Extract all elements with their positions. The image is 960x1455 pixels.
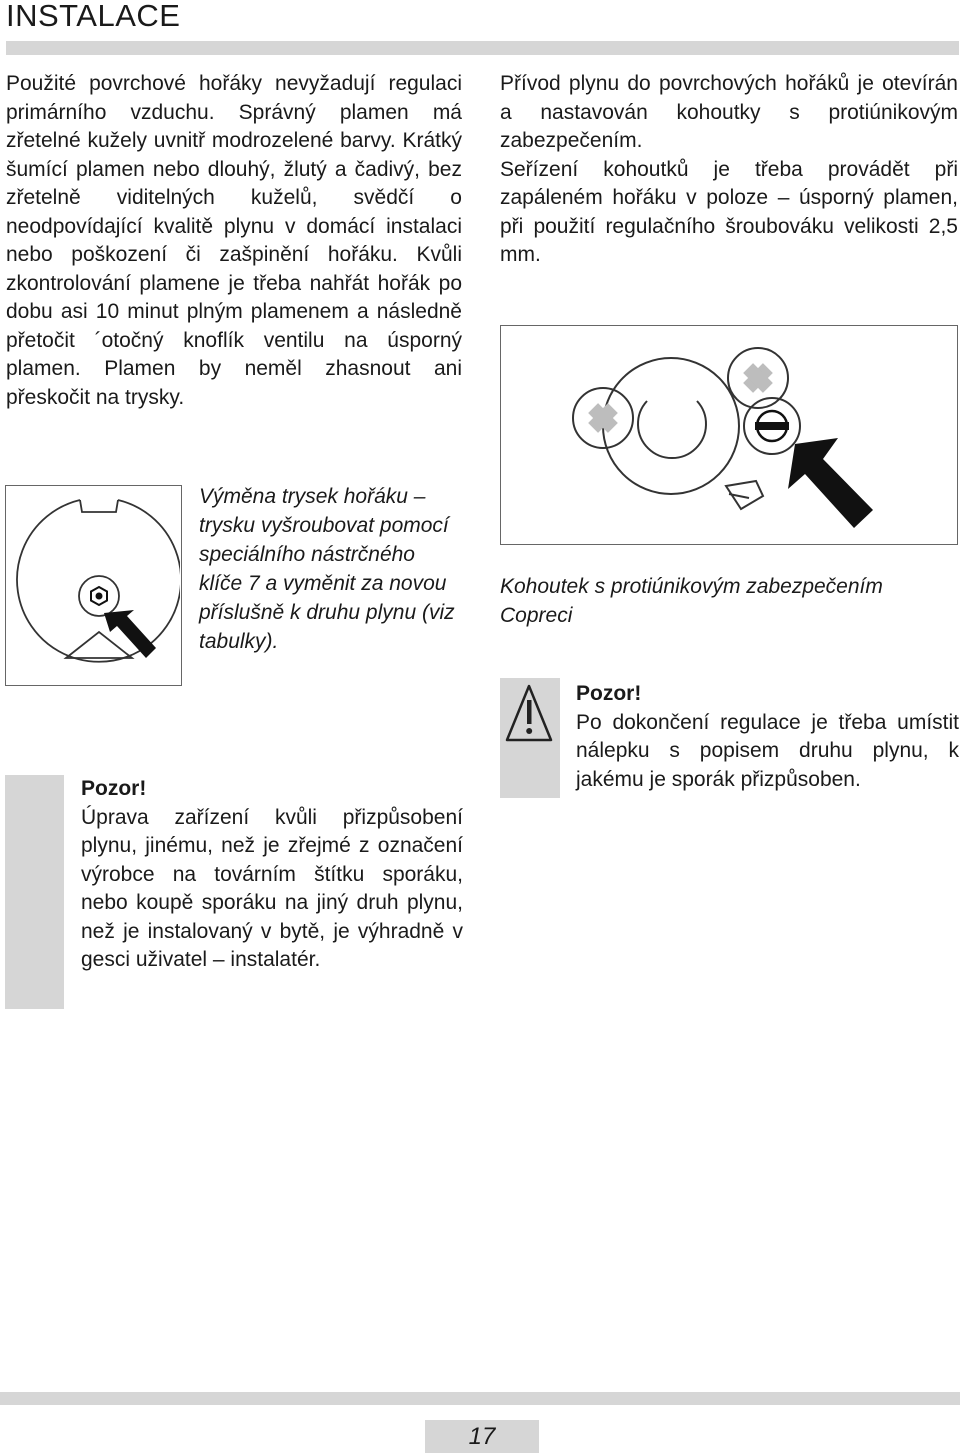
valve-drawing [501,326,956,543]
warning-right-text: Po dokončení regulace je třeba umístit nálepku s popisem druhu plynu, k jakému je sporák přizpůsoben. [576,710,959,791]
valve-adjust-paragraph: Seřízení kohoutků je třeba provádět při zapáleném hořáku v poloze – úsporný plamen, při použití regulačního šroubováku velikosti 2,5 mm. [500,157,958,266]
warning-left-text: Úprava zařízení kvůli přizpůsobení plynu, jinému, než je zřejmé z označení výrobce na továrním štítku sporáku, nebo koupě sporáku na jiný druh plynu, než je instalovaný v bytě, je výhradně v gesci uživatel – instalatér. [81,805,463,971]
burner-flame-paragraph: Použité povrchové hořáky nevyžadují regulaci primárního vzduchu. Správný plamen má zřetelné kužely uvnitř modrozelené barvy. Krátký šumící plamen nebo dlouhý, žlutý a čadivý, bez zřetelně viditelných kuželů, svědčí o neodpovídající kvalitě plynu v domácí instalaci nebo poškození či zašpinění hořáku. Kvůli zkontrolování plamene je třeba nahřát hořák po dobu asi 10 minut plným plamenem a následně přetočit ´otočný knoflík ventilu na úsporný plamen. Plamen by neměl zhasnout ani přeskočit na trysky. [6,72,462,409]
page-title: INSTALACE [6,0,181,33]
gas-supply-section [500,70,958,270]
warning-left-title: Pozor! [81,777,147,800]
nozzle-drawing [6,486,180,684]
nozzle-diagram [5,485,182,686]
page-number: 17 [425,1420,539,1453]
nozzle-caption: Výměna trysek hořáku – trysku vyšroubovat pomocí speciálního nástrčného klíče 7 a vyměnit za novou příslušně k druhu plynu (viz tabulky). [199,485,455,653]
valve-diagram [500,325,958,545]
gas-supply-paragraph: Přívod plynu do povrchových hořáků je otevírán a nastavován kohoutky s protiúnikovým zabezpečením. [500,72,958,152]
warning-sidebar-right [500,678,560,798]
valve-caption: Kohoutek s protiúnikovým zabezpečením Copreci [500,575,883,627]
warning-sidebar-left [5,775,64,1009]
header-rule [6,41,959,55]
warning-icon [500,678,560,798]
warning-block-right [576,680,959,794]
warning-right-title: Pozor! [576,682,642,705]
footer-rule [0,1392,960,1405]
warning-block-left [81,775,463,975]
